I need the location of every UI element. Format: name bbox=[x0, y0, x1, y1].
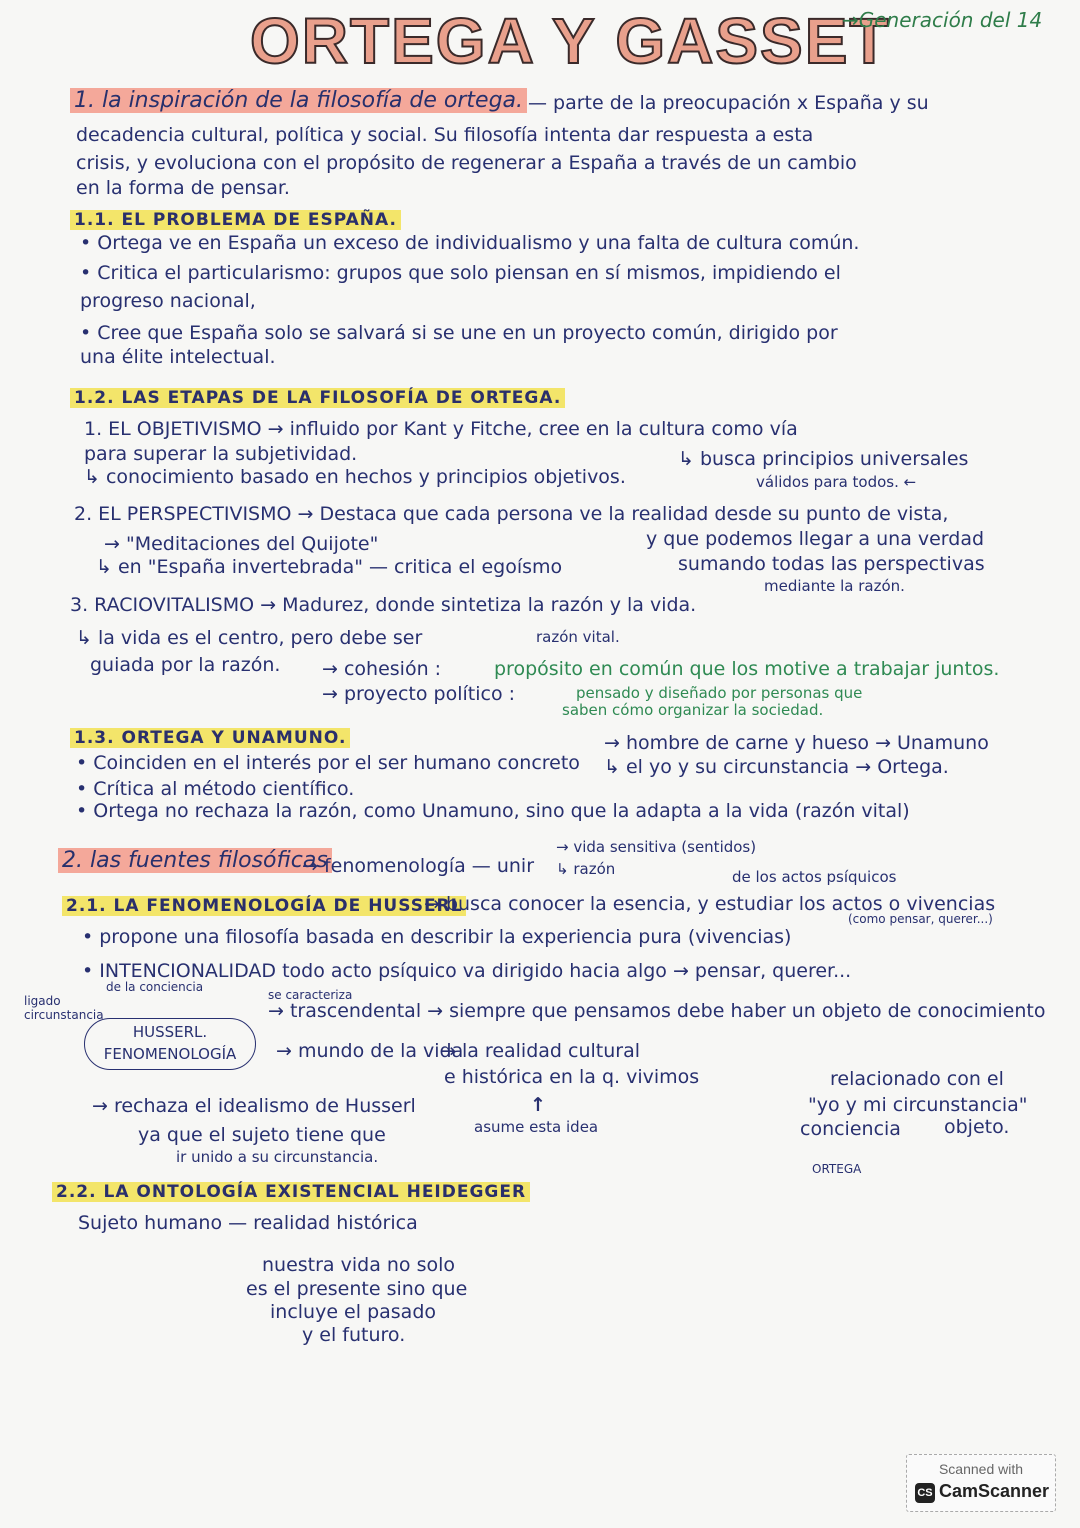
section-2-2-line: incluye el pasado bbox=[270, 1301, 436, 1323]
section-2-2-line: es el presente sino que bbox=[246, 1278, 468, 1300]
stage-3-cohesion-text: propósito en común que los motive a trabajar juntos. bbox=[494, 658, 1000, 680]
stage-1-line: para superar la subjetividad. bbox=[84, 443, 358, 465]
camscanner-logo-icon: CS bbox=[915, 1483, 935, 1503]
section-2-1-line: → mundo de la vida bbox=[276, 1040, 464, 1062]
stage-3-project: → proyecto político : bbox=[322, 683, 516, 705]
stage-2-note: sumando todas las perspectivas bbox=[678, 553, 985, 575]
stage-1: 1. EL OBJETIVISMO → influido por Kant y Fitche, cree en la cultura como vía bbox=[84, 418, 798, 440]
camscanner-stamp bbox=[906, 1454, 1056, 1512]
stage-3: 3. RACIOVITALISMO → Madurez, donde sintetiza la razón y la vida. bbox=[70, 594, 697, 616]
bullet: • Ortega no rechaza la razón, como Unamuno, sino que la adapta a la vida (razón vital) bbox=[76, 800, 910, 822]
section-2-note: ↳ razón bbox=[556, 860, 616, 878]
bullet-sub: de la conciencia bbox=[106, 980, 204, 994]
section-1-heading: 1. la inspiración de la filosofía de ortega. bbox=[70, 88, 527, 113]
stage-3-project-text: pensado y diseñado por personas que bbox=[576, 684, 863, 702]
section-2-1-line: ir unido a su circunstancia. bbox=[176, 1148, 379, 1166]
section-2-2-line: nuestra vida no solo bbox=[262, 1254, 456, 1276]
section-2-1-line: e histórica en la q. vivimos bbox=[444, 1066, 700, 1088]
bullet-cont: una élite intelectual. bbox=[80, 346, 276, 368]
bullet: • INTENCIONALIDAD todo acto psíquico va dirigido hacia algo → pensar, querer... bbox=[82, 960, 852, 982]
section-1-3-heading: 1.3. ORTEGA Y UNAMUNO. bbox=[70, 728, 350, 748]
stage-3-line: ↳ la vida es el centro, pero debe ser bbox=[76, 627, 423, 649]
section-1-1-heading: 1.1. EL PROBLEMA DE ESPAÑA. bbox=[70, 210, 401, 230]
section-2-1-line: ya que el sujeto tiene que bbox=[138, 1124, 386, 1146]
stage-2-line: ↳ en "España invertebrada" — critica el egoísmo bbox=[96, 556, 563, 578]
stamp-caption: Scanned with bbox=[938, 1461, 1024, 1477]
bullet-cont: progreso nacional, bbox=[80, 290, 256, 312]
stage-1-line: ↳ conocimiento basado en hechos y principios objetivos. bbox=[84, 466, 626, 488]
bullet-note: → hombre de carne y hueso → Unamuno bbox=[604, 732, 989, 754]
stage-3-line: guiada por la razón. bbox=[90, 654, 281, 676]
bullet: • propone una filosofía basada en describir la experiencia pura (vivencias) bbox=[82, 926, 792, 948]
husserl-bubble: HUSSERL. FENOMENOLOGÍA bbox=[84, 1018, 256, 1070]
bullet-note: ↳ el yo y su circunstancia → Ortega. bbox=[604, 756, 949, 778]
ortega-note: "yo y mi circunstancia" bbox=[808, 1094, 1028, 1116]
section-1-line: — parte de la preocupación x España y su bbox=[528, 92, 929, 114]
section-1-2-heading: 1.2. LAS ETAPAS DE LA FILOSOFÍA DE ORTEGA. bbox=[70, 388, 565, 408]
section-2-1-line: → la realidad cultural bbox=[440, 1040, 641, 1062]
section-1-line: en la forma de pensar. bbox=[76, 177, 290, 199]
section-1-line: crisis, y evoluciona con el propósito de regenerar a España a través de un cambio bbox=[76, 152, 857, 174]
page-title: ORTEGA Y GASSET bbox=[250, 5, 891, 77]
stage-2: 2. EL PERSPECTIVISMO → Destaca que cada persona ve la realidad desde su punto de vista, bbox=[74, 503, 949, 525]
stage-2-note: mediante la razón. bbox=[764, 577, 905, 595]
stage-1-note: válidos para todos. ← bbox=[756, 473, 917, 491]
stage-3-note: razón vital. bbox=[536, 628, 620, 646]
ortega-note: conciencia bbox=[800, 1118, 901, 1140]
bullet: • Cree que España solo se salvará si se une en un proyecto común, dirigido por bbox=[80, 322, 838, 344]
ortega-note: ORTEGA bbox=[812, 1162, 862, 1176]
ortega-note: objeto. bbox=[944, 1116, 1010, 1138]
stage-2-line: → "Meditaciones del Quijote" bbox=[104, 533, 379, 555]
section-1-line: decadencia cultural, política y social. Su filosofía intenta dar respuesta a esta bbox=[76, 124, 814, 146]
up-arrow-icon: ↑ bbox=[530, 1094, 546, 1116]
section-2-heading: 2. las fuentes filosóficas bbox=[58, 848, 332, 873]
section-2-1-note: de los actos psíquicos bbox=[732, 868, 897, 886]
bullet: • Ortega ve en España un exceso de individualismo y una falta de cultura común. bbox=[80, 232, 860, 254]
ortega-note: relacionado con el bbox=[830, 1068, 1004, 1090]
section-2-2-line: Sujeto humano — realidad histórica bbox=[78, 1212, 418, 1234]
section-2-2-line: y el futuro. bbox=[302, 1324, 406, 1346]
bullet-sub: se caracteriza bbox=[268, 988, 353, 1002]
stage-1-note: ↳ busca principios universales bbox=[678, 448, 969, 470]
section-2-2-heading: 2.2. LA ONTOLOGÍA EXISTENCIAL HEIDEGGER bbox=[52, 1182, 530, 1202]
stamp-brand: CamScanner bbox=[939, 1481, 1050, 1501]
generation-note: →Generación del 14 bbox=[842, 8, 1043, 32]
section-2-1-heading: 2.1. LA FENOMENOLOGÍA DE HUSSERL bbox=[62, 896, 466, 916]
stage-2-note: y que podemos llegar a una verdad bbox=[646, 528, 985, 550]
section-2-1-line: → rechaza el idealismo de Husserl bbox=[92, 1095, 416, 1117]
section-2-1-line: → trascendental → siempre que pensamos debe haber un objeto de conocimiento bbox=[268, 1000, 1046, 1022]
stage-3-cohesion: → cohesión : bbox=[322, 658, 442, 680]
bullet: • Critica el particularismo: grupos que solo piensan en sí mismos, impidiendo el bbox=[80, 262, 841, 284]
section-2-1-note: → busca conocer la esencia, y estudiar los actos o vivencias bbox=[424, 893, 996, 915]
margin-note: ligado circunstancia bbox=[24, 994, 104, 1022]
bullet: • Crítica al método científico. bbox=[76, 778, 355, 800]
stage-3-project-text: saben cómo organizar la sociedad. bbox=[562, 701, 824, 719]
section-2-note: → fenomenología — unir bbox=[302, 855, 535, 877]
bullet: • Coinciden en el interés por el ser humano concreto bbox=[76, 752, 580, 774]
section-2-1-note: (como pensar, querer...) bbox=[848, 912, 993, 926]
section-2-note: → vida sensitiva (sentidos) bbox=[556, 838, 757, 856]
section-2-1-note: asume esta idea bbox=[474, 1118, 599, 1136]
